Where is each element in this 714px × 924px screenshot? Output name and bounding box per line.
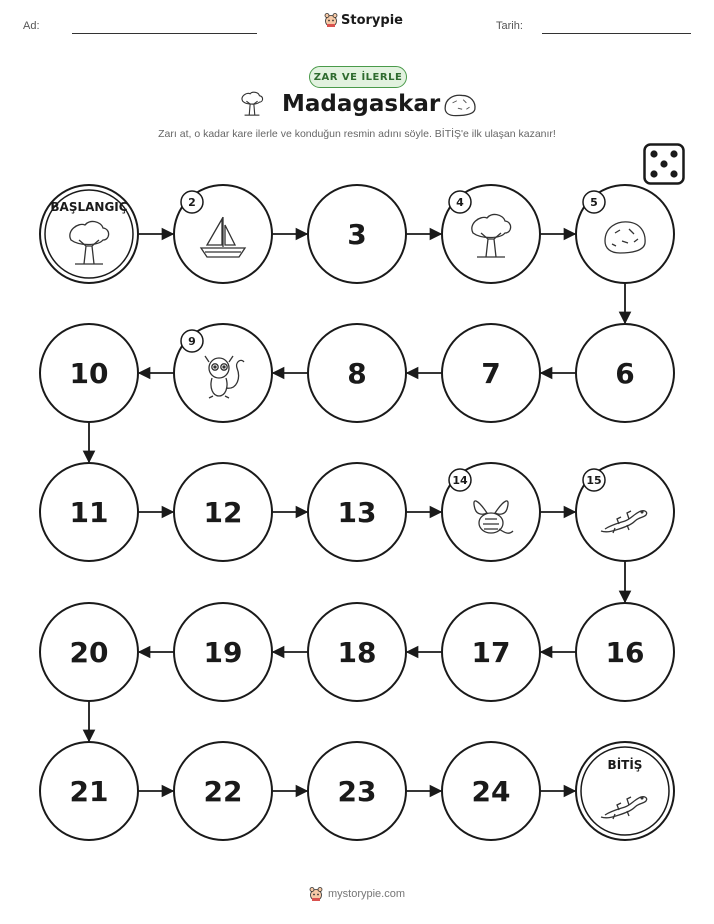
- instructions: Zarı at, o kadar kare ilerle ve konduğun resmin adını söyle. BİTİŞ'e ilk ulaşan kazanır!: [158, 128, 556, 140]
- square-number: 10: [69, 357, 109, 390]
- square-number: 9: [188, 335, 196, 348]
- board-square-11[interactable]: [40, 463, 138, 561]
- footer-url[interactable]: mystorypie.com: [327, 888, 406, 900]
- square-number: 24: [471, 775, 511, 808]
- square-number: 13: [337, 496, 377, 529]
- board-square-12[interactable]: [174, 463, 272, 561]
- board-square-3[interactable]: [308, 185, 406, 283]
- square-circle: [576, 742, 674, 840]
- board-square-20[interactable]: [40, 603, 138, 701]
- square-number: 12: [203, 496, 243, 529]
- square-number: 8: [347, 357, 367, 390]
- board-square-22[interactable]: [174, 742, 272, 840]
- board-square-2[interactable]: [174, 185, 272, 283]
- name-label: Ad:: [23, 20, 40, 32]
- board-square-10[interactable]: [40, 324, 138, 422]
- board-square-9[interactable]: [174, 324, 272, 422]
- square-number: 22: [203, 775, 243, 808]
- square-number: 19: [203, 636, 243, 669]
- page-title: Madagaskar: [282, 91, 441, 117]
- board-square-18[interactable]: [308, 603, 406, 701]
- board-square-13[interactable]: [308, 463, 406, 561]
- square-number: 4: [456, 196, 464, 209]
- board-square-1[interactable]: [40, 185, 138, 283]
- square-number: 20: [69, 636, 109, 669]
- brand-name: Storypie: [341, 12, 403, 28]
- board-square-19[interactable]: [174, 603, 272, 701]
- board-square-15[interactable]: [576, 463, 674, 561]
- square-number: 7: [481, 357, 501, 390]
- board-square-21[interactable]: [40, 742, 138, 840]
- square-number: 6: [615, 357, 635, 390]
- square-number: 3: [347, 218, 367, 251]
- board-square-25[interactable]: [576, 742, 674, 840]
- square-number: 17: [471, 636, 511, 669]
- board-square-4[interactable]: [442, 185, 540, 283]
- board-square-14[interactable]: [442, 463, 540, 561]
- square-number: 21: [69, 775, 109, 808]
- board-square-7[interactable]: [442, 324, 540, 422]
- footer: [0, 886, 714, 902]
- board-square-6[interactable]: [576, 324, 674, 422]
- board-square-17[interactable]: [442, 603, 540, 701]
- square-number: 18: [337, 636, 377, 669]
- date-label: Tarih:: [496, 20, 523, 32]
- board-square-8[interactable]: [308, 324, 406, 422]
- start-label: BAŞLANGIÇ: [50, 200, 128, 214]
- board-square-23[interactable]: [308, 742, 406, 840]
- square-number: 2: [188, 196, 196, 209]
- square-number: 11: [69, 496, 109, 529]
- game-type-badge: ZAR VE İLERLE: [309, 66, 407, 88]
- square-number: 5: [590, 196, 598, 209]
- board-square-24[interactable]: [442, 742, 540, 840]
- square-number: 15: [586, 474, 602, 487]
- board-square-5[interactable]: [576, 185, 674, 283]
- square-number: 23: [337, 775, 377, 808]
- storypie-mascot-icon: [309, 886, 323, 902]
- square-number: 16: [605, 636, 645, 669]
- square-number: 14: [452, 474, 468, 487]
- finish-label: BİTİŞ: [607, 758, 643, 772]
- board-square-16[interactable]: [576, 603, 674, 701]
